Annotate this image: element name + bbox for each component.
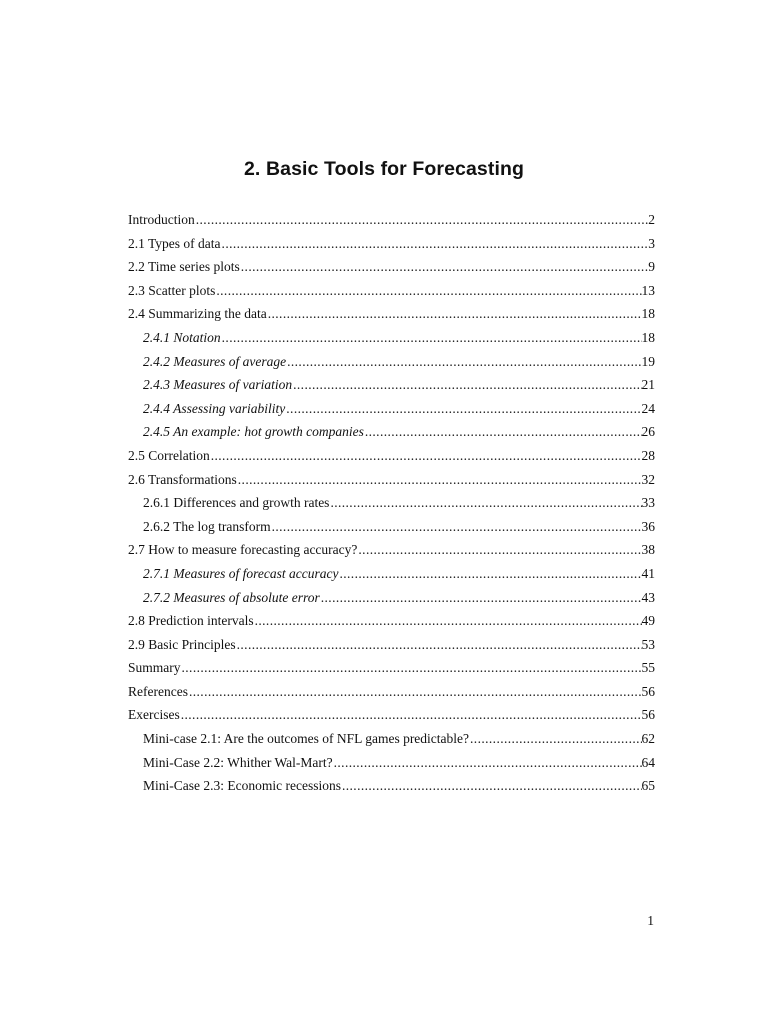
toc-entry-label: Introduction bbox=[128, 212, 195, 227]
toc-entry bbox=[128, 208, 655, 232]
table-of-contents bbox=[128, 208, 655, 798]
toc-entry-label: 2.7.1 Measures of forecast accuracy bbox=[143, 565, 339, 581]
dot-leader bbox=[268, 302, 642, 326]
dot-leader bbox=[181, 703, 642, 727]
toc-entry-page: 38 bbox=[641, 542, 655, 558]
dot-leader bbox=[196, 208, 649, 232]
dot-leader bbox=[241, 255, 648, 279]
toc-entry bbox=[128, 444, 655, 468]
dot-leader bbox=[255, 609, 642, 633]
toc-entry-label: 2.6 Transformations bbox=[128, 471, 237, 487]
toc-entry bbox=[128, 515, 655, 539]
toc-entry-label: 2.8 Prediction intervals bbox=[128, 613, 254, 629]
toc-entry-page: 41 bbox=[641, 565, 655, 581]
dot-leader bbox=[182, 656, 642, 680]
toc-entry bbox=[128, 703, 655, 727]
toc-entry-page: 49 bbox=[641, 613, 655, 629]
toc-entry-page: 18 bbox=[641, 306, 655, 322]
dot-leader bbox=[339, 562, 641, 586]
page-number: 1 bbox=[647, 913, 654, 928]
toc-entry-label: 2.4.5 An example: hot growth companies bbox=[143, 424, 364, 440]
toc-entry-page: 56 bbox=[641, 707, 655, 723]
toc-entry bbox=[128, 468, 655, 492]
toc-entry-label: 2.4.3 Measures of variation bbox=[143, 377, 293, 393]
toc-entry bbox=[128, 397, 655, 421]
toc-entry bbox=[128, 302, 655, 326]
dot-leader bbox=[287, 350, 641, 374]
dot-leader bbox=[330, 491, 641, 515]
toc-entry-page: 21 bbox=[641, 377, 655, 393]
dot-leader bbox=[272, 515, 642, 539]
toc-entry-label: 2.4 Summarizing the data bbox=[128, 306, 267, 322]
toc-entry-page: 62 bbox=[641, 731, 655, 747]
toc-entry bbox=[128, 326, 655, 350]
toc-entry bbox=[128, 774, 655, 798]
dot-leader bbox=[365, 420, 642, 444]
toc-entry-label: 2.4.2 Measures of average bbox=[143, 353, 287, 369]
toc-entry-page: 36 bbox=[641, 518, 655, 534]
toc-entry bbox=[128, 491, 655, 515]
toc-entry bbox=[128, 538, 655, 562]
dot-leader bbox=[358, 538, 641, 562]
toc-entry-label: 2.3 Scatter plots bbox=[128, 282, 216, 298]
dot-leader bbox=[237, 633, 642, 657]
toc-entry-page: 55 bbox=[641, 660, 655, 676]
toc-entry-label: 2.2 Time series plots bbox=[128, 259, 240, 275]
toc-entry-page: 64 bbox=[641, 754, 655, 770]
toc-entry-label: 2.5 Correlation bbox=[128, 447, 210, 463]
toc-entry-label: 2.6.2 The log transform bbox=[143, 518, 271, 534]
toc-entry bbox=[128, 279, 655, 303]
toc-entry bbox=[128, 586, 655, 610]
toc-entry-label: 2.7 How to measure forecasting accuracy? bbox=[128, 542, 358, 558]
toc-entry-label: 2.4.4 Assessing variability bbox=[143, 400, 286, 416]
dot-leader bbox=[222, 326, 642, 350]
toc-entry-page: 65 bbox=[641, 778, 655, 794]
toc-entry-label: References bbox=[128, 683, 188, 699]
toc-entry-page: 18 bbox=[641, 329, 655, 345]
toc-entry-label: Summary bbox=[128, 660, 181, 676]
toc-entry-page: 2 bbox=[648, 212, 655, 227]
toc-entry-page: 53 bbox=[641, 636, 655, 652]
dot-leader bbox=[222, 232, 649, 256]
toc-entry bbox=[128, 373, 655, 397]
toc-entry-label: 2.9 Basic Principles bbox=[128, 636, 236, 652]
toc-entry bbox=[128, 255, 655, 279]
toc-entry-page: 33 bbox=[641, 495, 655, 511]
toc-entry bbox=[128, 232, 655, 256]
toc-entry-page: 26 bbox=[641, 424, 655, 440]
dot-leader bbox=[321, 586, 642, 610]
toc-entry-page: 13 bbox=[641, 282, 655, 298]
dot-leader bbox=[293, 373, 641, 397]
toc-entry-label: Mini-Case 2.3: Economic recessions bbox=[143, 778, 341, 794]
toc-entry-label: 2.4.1 Notation bbox=[143, 329, 221, 345]
toc-entry-page: 56 bbox=[641, 683, 655, 699]
dot-leader bbox=[334, 751, 642, 775]
dot-leader bbox=[286, 397, 641, 421]
toc-entry-label: 2.1 Types of data bbox=[128, 235, 221, 251]
toc-entry bbox=[128, 420, 655, 444]
toc-entry bbox=[128, 350, 655, 374]
dot-leader bbox=[211, 444, 642, 468]
dot-leader bbox=[216, 279, 641, 303]
toc-entry-page: 9 bbox=[648, 259, 655, 275]
toc-entry-label: 2.7.2 Measures of absolute error bbox=[143, 589, 320, 605]
toc-entry-label: 2.6.1 Differences and growth rates bbox=[143, 495, 330, 511]
dot-leader bbox=[189, 680, 642, 704]
toc-entry bbox=[128, 727, 655, 751]
toc-entry-label: Mini-case 2.1: Are the outcomes of NFL games predictable? bbox=[143, 731, 470, 747]
toc-entry-page: 43 bbox=[641, 589, 655, 605]
toc-entry-page: 32 bbox=[641, 471, 655, 487]
toc-entry bbox=[128, 609, 655, 633]
toc-entry-page: 19 bbox=[641, 353, 655, 369]
toc-entry bbox=[128, 633, 655, 657]
dot-leader bbox=[342, 774, 642, 798]
toc-entry-page: 24 bbox=[641, 400, 655, 416]
toc-entry-page: 3 bbox=[648, 235, 655, 251]
toc-entry bbox=[128, 656, 655, 680]
toc-entry bbox=[128, 680, 655, 704]
page-title: 2. Basic Tools for Forecasting bbox=[243, 158, 525, 180]
toc-entry-label: Mini-Case 2.2: Whither Wal-Mart? bbox=[143, 754, 333, 770]
dot-leader bbox=[470, 727, 641, 751]
toc-entry bbox=[128, 562, 655, 586]
toc-entry-page: 28 bbox=[641, 447, 655, 463]
dot-leader bbox=[238, 468, 642, 492]
toc-entry-label: Exercises bbox=[128, 707, 180, 723]
toc-entry bbox=[128, 751, 655, 775]
